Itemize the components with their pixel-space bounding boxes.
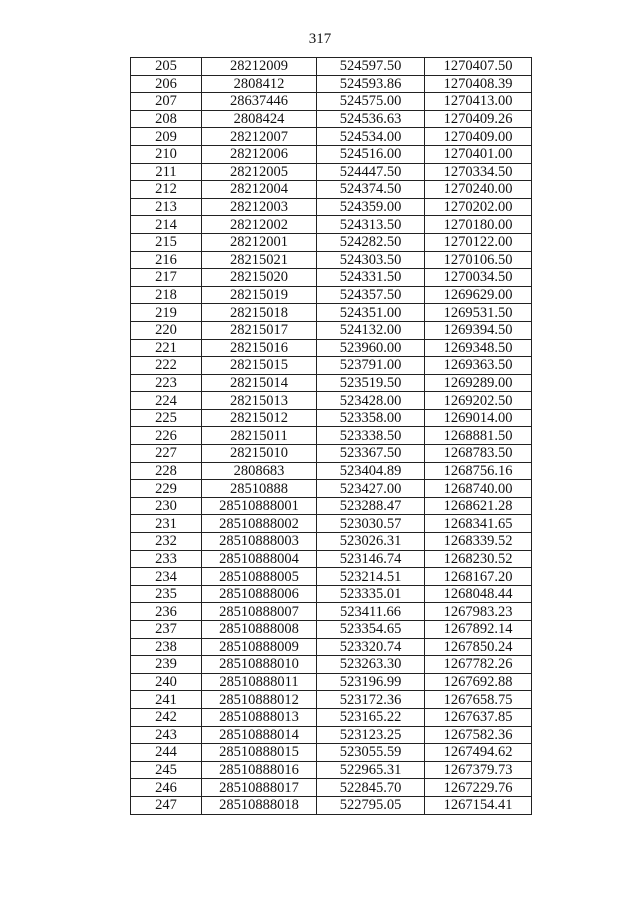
- x-coordinate-cell: 523427.00: [317, 480, 425, 498]
- point-number-cell: 213: [131, 198, 202, 216]
- point-code-cell: 28212002: [202, 216, 317, 234]
- x-coordinate-cell: 523404.89: [317, 462, 425, 480]
- x-coordinate-cell: 523428.00: [317, 392, 425, 410]
- point-code-cell: 28510888018: [202, 796, 317, 814]
- point-number-cell: 227: [131, 445, 202, 463]
- y-coordinate-cell: 1268341.65: [425, 515, 532, 533]
- point-code-cell: 28212001: [202, 233, 317, 251]
- y-coordinate-cell: 1267637.85: [425, 708, 532, 726]
- point-number-cell: 233: [131, 550, 202, 568]
- x-coordinate-cell: 524374.50: [317, 181, 425, 199]
- point-number-cell: 209: [131, 128, 202, 146]
- point-code-cell: 28510888009: [202, 638, 317, 656]
- point-number-cell: 228: [131, 462, 202, 480]
- point-code-cell: 28215012: [202, 409, 317, 427]
- x-coordinate-cell: 524282.50: [317, 233, 425, 251]
- point-number-cell: 226: [131, 427, 202, 445]
- point-code-cell: 28637446: [202, 93, 317, 111]
- point-code-cell: 28212006: [202, 145, 317, 163]
- table-row: [131, 585, 532, 603]
- point-number-cell: 212: [131, 181, 202, 199]
- point-code-cell: 28510888010: [202, 656, 317, 674]
- x-coordinate-cell: 523172.36: [317, 691, 425, 709]
- y-coordinate-cell: 1267229.76: [425, 779, 532, 797]
- point-number-cell: 211: [131, 163, 202, 181]
- table-row: [131, 568, 532, 586]
- point-code-cell: 28215021: [202, 251, 317, 269]
- x-coordinate-cell: 523288.47: [317, 497, 425, 515]
- point-number-cell: 225: [131, 409, 202, 427]
- point-number-cell: 244: [131, 744, 202, 762]
- table-row: [131, 286, 532, 304]
- x-coordinate-cell: 523320.74: [317, 638, 425, 656]
- point-code-cell: 28212004: [202, 181, 317, 199]
- point-number-cell: 237: [131, 621, 202, 639]
- x-coordinate-cell: 523214.51: [317, 568, 425, 586]
- point-number-cell: 207: [131, 93, 202, 111]
- point-code-cell: 28510888: [202, 480, 317, 498]
- x-coordinate-cell: 523791.00: [317, 357, 425, 375]
- point-number-cell: 232: [131, 533, 202, 551]
- table-row: [131, 550, 532, 568]
- table-row: [131, 744, 532, 762]
- table-row: [131, 480, 532, 498]
- table-row: [131, 163, 532, 181]
- y-coordinate-cell: 1270407.50: [425, 58, 532, 76]
- table-row: [131, 708, 532, 726]
- point-code-cell: 28510888017: [202, 779, 317, 797]
- table-row: [131, 75, 532, 93]
- table-row: [131, 409, 532, 427]
- point-number-cell: 236: [131, 603, 202, 621]
- y-coordinate-cell: 1269202.50: [425, 392, 532, 410]
- y-coordinate-cell: 1268783.50: [425, 445, 532, 463]
- y-coordinate-cell: 1267658.75: [425, 691, 532, 709]
- point-number-cell: 220: [131, 321, 202, 339]
- point-code-cell: 28510888012: [202, 691, 317, 709]
- point-number-cell: 219: [131, 304, 202, 322]
- table-row: [131, 726, 532, 744]
- x-coordinate-cell: 523335.01: [317, 585, 425, 603]
- y-coordinate-cell: 1269363.50: [425, 357, 532, 375]
- x-coordinate-cell: 524132.00: [317, 321, 425, 339]
- point-number-cell: 245: [131, 761, 202, 779]
- y-coordinate-cell: 1268167.20: [425, 568, 532, 586]
- point-number-cell: 221: [131, 339, 202, 357]
- table-row: [131, 198, 532, 216]
- table-row: [131, 93, 532, 111]
- x-coordinate-cell: 523196.99: [317, 673, 425, 691]
- y-coordinate-cell: 1269348.50: [425, 339, 532, 357]
- y-coordinate-cell: 1270034.50: [425, 269, 532, 287]
- point-number-cell: 231: [131, 515, 202, 533]
- y-coordinate-cell: 1267892.14: [425, 621, 532, 639]
- y-coordinate-cell: 1268621.28: [425, 497, 532, 515]
- point-number-cell: 242: [131, 708, 202, 726]
- point-code-cell: 28215015: [202, 357, 317, 375]
- y-coordinate-cell: 1268339.52: [425, 533, 532, 551]
- point-number-cell: 234: [131, 568, 202, 586]
- y-coordinate-cell: 1267154.41: [425, 796, 532, 814]
- table-row: [131, 357, 532, 375]
- y-coordinate-cell: 1267782.26: [425, 656, 532, 674]
- table-row: [131, 515, 532, 533]
- y-coordinate-cell: 1268230.52: [425, 550, 532, 568]
- x-coordinate-cell: 524359.00: [317, 198, 425, 216]
- point-number-cell: 247: [131, 796, 202, 814]
- y-coordinate-cell: 1270122.00: [425, 233, 532, 251]
- point-number-cell: 240: [131, 673, 202, 691]
- table-row: [131, 128, 532, 146]
- x-coordinate-cell: 524331.50: [317, 269, 425, 287]
- y-coordinate-cell: 1270401.00: [425, 145, 532, 163]
- coordinates-table-body: [131, 58, 532, 815]
- x-coordinate-cell: 522965.31: [317, 761, 425, 779]
- y-coordinate-cell: 1270408.39: [425, 75, 532, 93]
- point-code-cell: 28510888003: [202, 533, 317, 551]
- y-coordinate-cell: 1267983.23: [425, 603, 532, 621]
- table-row: [131, 533, 532, 551]
- y-coordinate-cell: 1267379.73: [425, 761, 532, 779]
- y-coordinate-cell: 1268881.50: [425, 427, 532, 445]
- point-number-cell: 235: [131, 585, 202, 603]
- x-coordinate-cell: 524447.50: [317, 163, 425, 181]
- x-coordinate-cell: 524593.86: [317, 75, 425, 93]
- page-number: 317: [308, 31, 332, 47]
- table-row: [131, 638, 532, 656]
- table-row: [131, 656, 532, 674]
- point-code-cell: 28212009: [202, 58, 317, 76]
- x-coordinate-cell: 523338.50: [317, 427, 425, 445]
- x-coordinate-cell: 523165.22: [317, 708, 425, 726]
- x-coordinate-cell: 524303.50: [317, 251, 425, 269]
- x-coordinate-cell: 523367.50: [317, 445, 425, 463]
- point-code-cell: 28510888008: [202, 621, 317, 639]
- point-code-cell: 28212005: [202, 163, 317, 181]
- point-code-cell: 28215014: [202, 374, 317, 392]
- y-coordinate-cell: 1269014.00: [425, 409, 532, 427]
- point-code-cell: 28510888005: [202, 568, 317, 586]
- point-code-cell: 28215013: [202, 392, 317, 410]
- point-number-cell: 218: [131, 286, 202, 304]
- table-row: [131, 251, 532, 269]
- x-coordinate-cell: 524597.50: [317, 58, 425, 76]
- table-row: [131, 269, 532, 287]
- point-code-cell: 28510888015: [202, 744, 317, 762]
- point-code-cell: 28212007: [202, 128, 317, 146]
- x-coordinate-cell: 523358.00: [317, 409, 425, 427]
- point-code-cell: 28510888011: [202, 673, 317, 691]
- x-coordinate-cell: 523411.66: [317, 603, 425, 621]
- x-coordinate-cell: 523519.50: [317, 374, 425, 392]
- y-coordinate-cell: 1270334.50: [425, 163, 532, 181]
- point-number-cell: 246: [131, 779, 202, 797]
- table-row: [131, 304, 532, 322]
- point-code-cell: 28215018: [202, 304, 317, 322]
- table-row: [131, 392, 532, 410]
- point-number-cell: 215: [131, 233, 202, 251]
- point-number-cell: 208: [131, 110, 202, 128]
- y-coordinate-cell: 1270409.00: [425, 128, 532, 146]
- point-code-cell: 28215016: [202, 339, 317, 357]
- point-number-cell: 224: [131, 392, 202, 410]
- x-coordinate-cell: 523354.65: [317, 621, 425, 639]
- point-number-cell: 222: [131, 357, 202, 375]
- point-number-cell: 206: [131, 75, 202, 93]
- x-coordinate-cell: 524575.00: [317, 93, 425, 111]
- x-coordinate-cell: 522795.05: [317, 796, 425, 814]
- table-row: [131, 497, 532, 515]
- y-coordinate-cell: 1270409.26: [425, 110, 532, 128]
- x-coordinate-cell: 523055.59: [317, 744, 425, 762]
- point-code-cell: 28215020: [202, 269, 317, 287]
- point-number-cell: 216: [131, 251, 202, 269]
- point-code-cell: 2808412: [202, 75, 317, 93]
- y-coordinate-cell: 1269629.00: [425, 286, 532, 304]
- point-code-cell: 2808683: [202, 462, 317, 480]
- table-row: [131, 216, 532, 234]
- point-code-cell: 28212003: [202, 198, 317, 216]
- point-number-cell: 217: [131, 269, 202, 287]
- point-code-cell: 28510888014: [202, 726, 317, 744]
- table-row: [131, 779, 532, 797]
- point-number-cell: 243: [131, 726, 202, 744]
- table-row: [131, 339, 532, 357]
- table-row: [131, 796, 532, 814]
- table-row: [131, 233, 532, 251]
- x-coordinate-cell: 523960.00: [317, 339, 425, 357]
- point-number-cell: 229: [131, 480, 202, 498]
- point-code-cell: 28510888007: [202, 603, 317, 621]
- table-row: [131, 427, 532, 445]
- table-row: [131, 603, 532, 621]
- x-coordinate-cell: 523146.74: [317, 550, 425, 568]
- x-coordinate-cell: 524534.00: [317, 128, 425, 146]
- x-coordinate-cell: 524351.00: [317, 304, 425, 322]
- point-code-cell: 28510888016: [202, 761, 317, 779]
- y-coordinate-cell: 1270240.00: [425, 181, 532, 199]
- point-code-cell: 28510888002: [202, 515, 317, 533]
- y-coordinate-cell: 1267582.36: [425, 726, 532, 744]
- x-coordinate-cell: 523123.25: [317, 726, 425, 744]
- point-code-cell: 28510888004: [202, 550, 317, 568]
- point-code-cell: 2808424: [202, 110, 317, 128]
- table-row: [131, 181, 532, 199]
- y-coordinate-cell: 1270180.00: [425, 216, 532, 234]
- point-number-cell: 205: [131, 58, 202, 76]
- point-number-cell: 241: [131, 691, 202, 709]
- table-row: [131, 145, 532, 163]
- point-code-cell: 28215011: [202, 427, 317, 445]
- y-coordinate-cell: 1268756.16: [425, 462, 532, 480]
- point-number-cell: 223: [131, 374, 202, 392]
- point-code-cell: 28215010: [202, 445, 317, 463]
- x-coordinate-cell: 524536.63: [317, 110, 425, 128]
- point-number-cell: 210: [131, 145, 202, 163]
- table-row: [131, 673, 532, 691]
- x-coordinate-cell: 523030.57: [317, 515, 425, 533]
- table-row: [131, 621, 532, 639]
- table-row: [131, 761, 532, 779]
- y-coordinate-cell: 1267494.62: [425, 744, 532, 762]
- x-coordinate-cell: 524313.50: [317, 216, 425, 234]
- y-coordinate-cell: 1268048.44: [425, 585, 532, 603]
- x-coordinate-cell: 523263.30: [317, 656, 425, 674]
- x-coordinate-cell: 523026.31: [317, 533, 425, 551]
- point-number-cell: 230: [131, 497, 202, 515]
- point-number-cell: 239: [131, 656, 202, 674]
- point-code-cell: 28510888001: [202, 497, 317, 515]
- x-coordinate-cell: 522845.70: [317, 779, 425, 797]
- x-coordinate-cell: 524516.00: [317, 145, 425, 163]
- table-row: [131, 374, 532, 392]
- point-number-cell: 214: [131, 216, 202, 234]
- table-row: [131, 445, 532, 463]
- y-coordinate-cell: 1269531.50: [425, 304, 532, 322]
- coordinates-table: [130, 57, 532, 815]
- y-coordinate-cell: 1267850.24: [425, 638, 532, 656]
- table-row: [131, 110, 532, 128]
- table-row: [131, 321, 532, 339]
- y-coordinate-cell: 1270413.00: [425, 93, 532, 111]
- y-coordinate-cell: 1270202.00: [425, 198, 532, 216]
- point-code-cell: 28215019: [202, 286, 317, 304]
- y-coordinate-cell: 1269289.00: [425, 374, 532, 392]
- point-code-cell: 28510888006: [202, 585, 317, 603]
- table-row: [131, 462, 532, 480]
- point-code-cell: 28215017: [202, 321, 317, 339]
- y-coordinate-cell: 1270106.50: [425, 251, 532, 269]
- y-coordinate-cell: 1268740.00: [425, 480, 532, 498]
- x-coordinate-cell: 524357.50: [317, 286, 425, 304]
- table-row: [131, 691, 532, 709]
- table-row: [131, 58, 532, 76]
- y-coordinate-cell: 1267692.88: [425, 673, 532, 691]
- point-number-cell: 238: [131, 638, 202, 656]
- point-code-cell: 28510888013: [202, 708, 317, 726]
- y-coordinate-cell: 1269394.50: [425, 321, 532, 339]
